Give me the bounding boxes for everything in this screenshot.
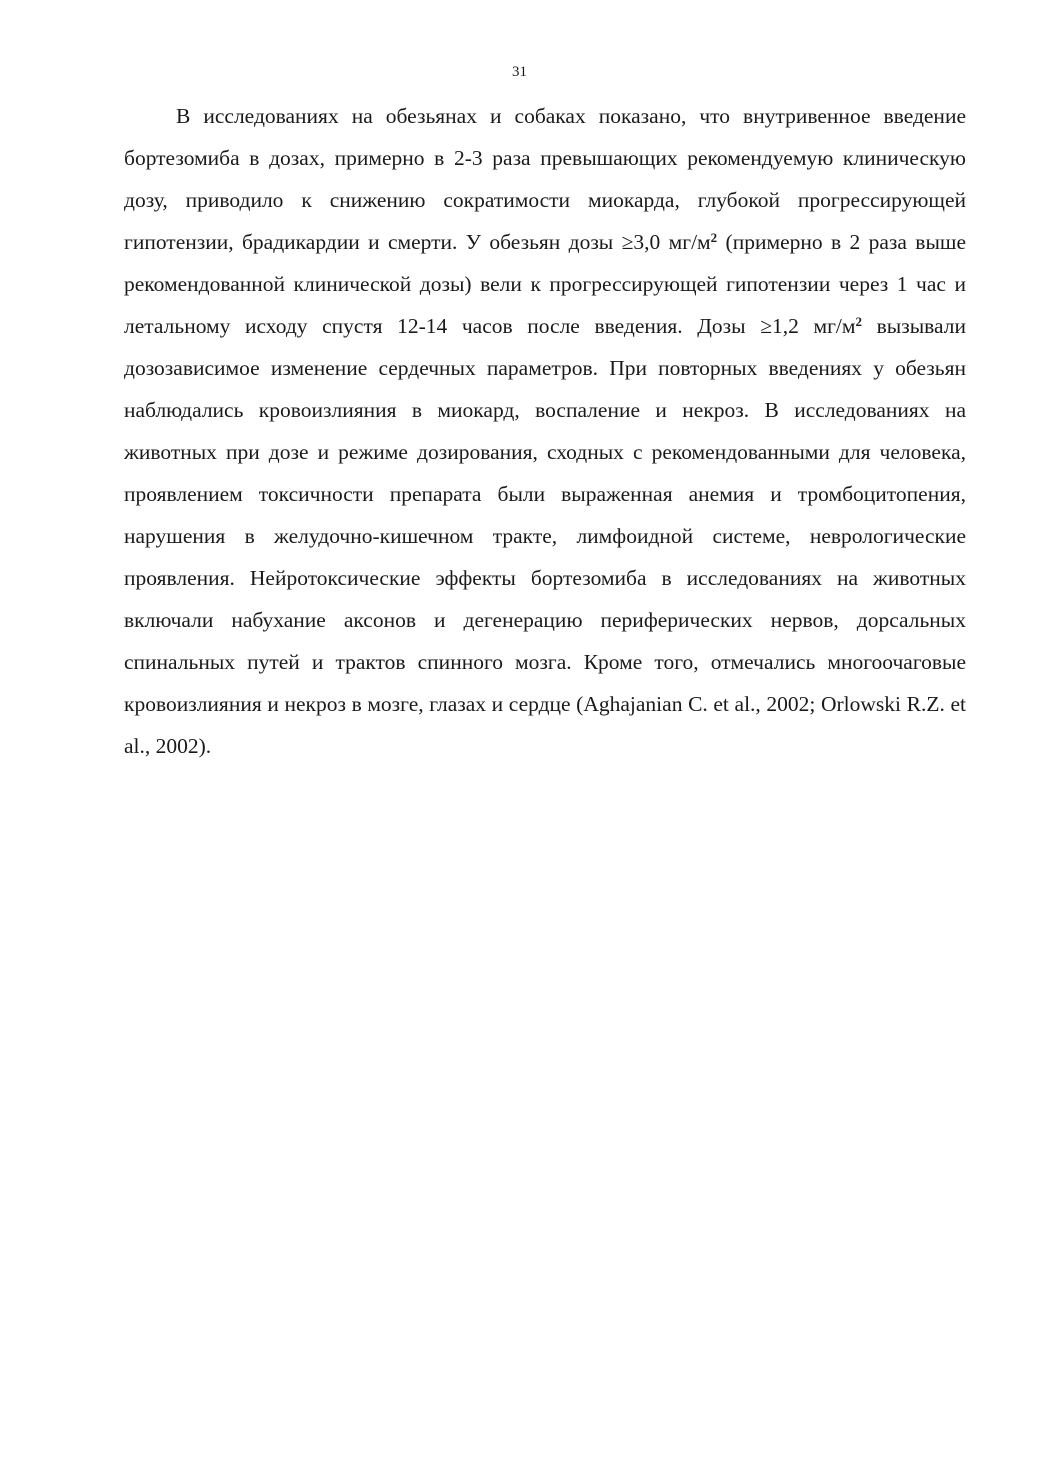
superscript-squared-1: 2 <box>710 229 718 245</box>
superscript-squared-2: 2 <box>855 313 863 329</box>
page-number: 31 <box>512 64 527 80</box>
body-paragraph <box>124 95 966 767</box>
paragraph-text-part-1: В исследованиях на обезьянах и собаках показано, что внутривенное введение бортезомиба в дозах, примерно в 2-3 раза превышающих рекомендуемую клиническую дозу, приводило к снижению сократимости миокарда, глубокой прогрессирующей гипотензии, брадикардии и смерти. У обезьян дозы ≥3,0 мг/м <box>124 104 966 254</box>
paragraph-text-part-2: (примерно в 2 раза выше рекомендованной клинической дозы) вели к прогрессирующей гипотензии через 1 час и летальному исходу спустя 12-14 часов после введения. Дозы ≥1,2 мг/м <box>124 230 966 338</box>
paragraph-text-part-3: вызывали дозозависимое изменение сердечных параметров. При повторных введениях у обезьян наблюдались кровоизлияния в миокард, воспаление и некроз. В исследованиях на животных при дозе и режиме дозирования, сходных с рекомендованными для человека, проявлением токсичности препарата были выраженная анемия и тромбоцитопения, нарушения в желудочно-кишечном тракте, лимфоидной системе, неврологические проявления. Нейротоксические эффекты бортезомиба в исследованиях на животных включали набухание аксонов и дегенерацию периферических нервов, дорсальных спинальных путей и трактов спинного мозга. Кроме того, отмечались многоочаговые кровоизлияния и некроз в мозге, глазах и сердце (Aghajanian C. et al., 2002; Orlowski R.Z. et al., 2002). <box>124 314 966 758</box>
